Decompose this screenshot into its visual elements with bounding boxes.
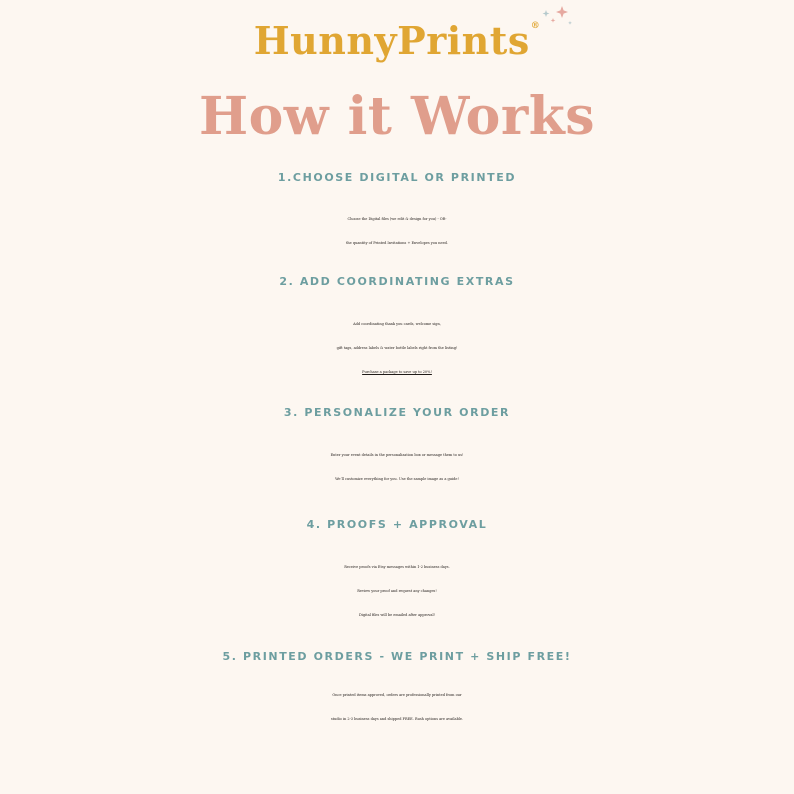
step-4-line-1: Receive proofs via Etsy messages within 1-2 business days.	[344, 565, 450, 569]
step-1-heading: 1.CHOOSE DIGITAL OR PRINTED	[277, 171, 517, 184]
step-4-line-2: Review your proof and request any changes!	[357, 589, 437, 593]
step-4-line-3: Digital files will be emailed after approval!	[358, 613, 436, 617]
sparkle-stars-icon	[534, 4, 574, 34]
step-2-line-2: gift tags, address labels & water bottle labels right from the listing!	[336, 346, 458, 350]
page-title: How it Works	[198, 86, 596, 147]
brand-logo	[253, 18, 541, 63]
step-4-body	[0, 555, 794, 627]
step-1-line-2: the quantity of Printed Invitations + Envelopes you need.	[345, 241, 449, 245]
step-5-line-2: studio in 2-3 business days and shipped FREE. Rush options are available.	[330, 717, 464, 721]
brand-name: HunnyPrints	[253, 18, 530, 63]
step-2-line-3	[0, 360, 794, 384]
package-savings-link: Purchase a package to save up to 20%!	[362, 370, 432, 374]
step-5-heading: 5. PRINTED ORDERS - WE PRINT + SHIP FREE!	[222, 650, 572, 663]
step-3-body	[0, 443, 794, 491]
registered-mark: ®	[530, 21, 541, 31]
step-5-line-1: Once printed items approved, orders are professionally printed from our	[332, 693, 462, 697]
step-3-heading: 3. PERSONALIZE YOUR ORDER	[283, 406, 511, 419]
step-2-line-1: Add coordinating thank you cards, welcome sign,	[353, 322, 441, 326]
step-2-body	[0, 312, 794, 384]
step-3-line-2: We’ll customize everything for you. Use the sample image as a guide!	[335, 477, 459, 481]
step-4-heading: 4. PROOFS + APPROVAL	[306, 518, 488, 531]
step-5-body	[0, 683, 794, 731]
step-1-line-1: Choose the Digital files (we edit & design for you) - OR-	[347, 217, 447, 221]
step-1-body	[0, 207, 794, 255]
step-2-heading: 2. ADD COORDINATING EXTRAS	[279, 275, 515, 288]
logo-area	[0, 18, 794, 63]
step-3-line-1: Enter your event details in the personalization box or message them to us!	[330, 453, 464, 457]
